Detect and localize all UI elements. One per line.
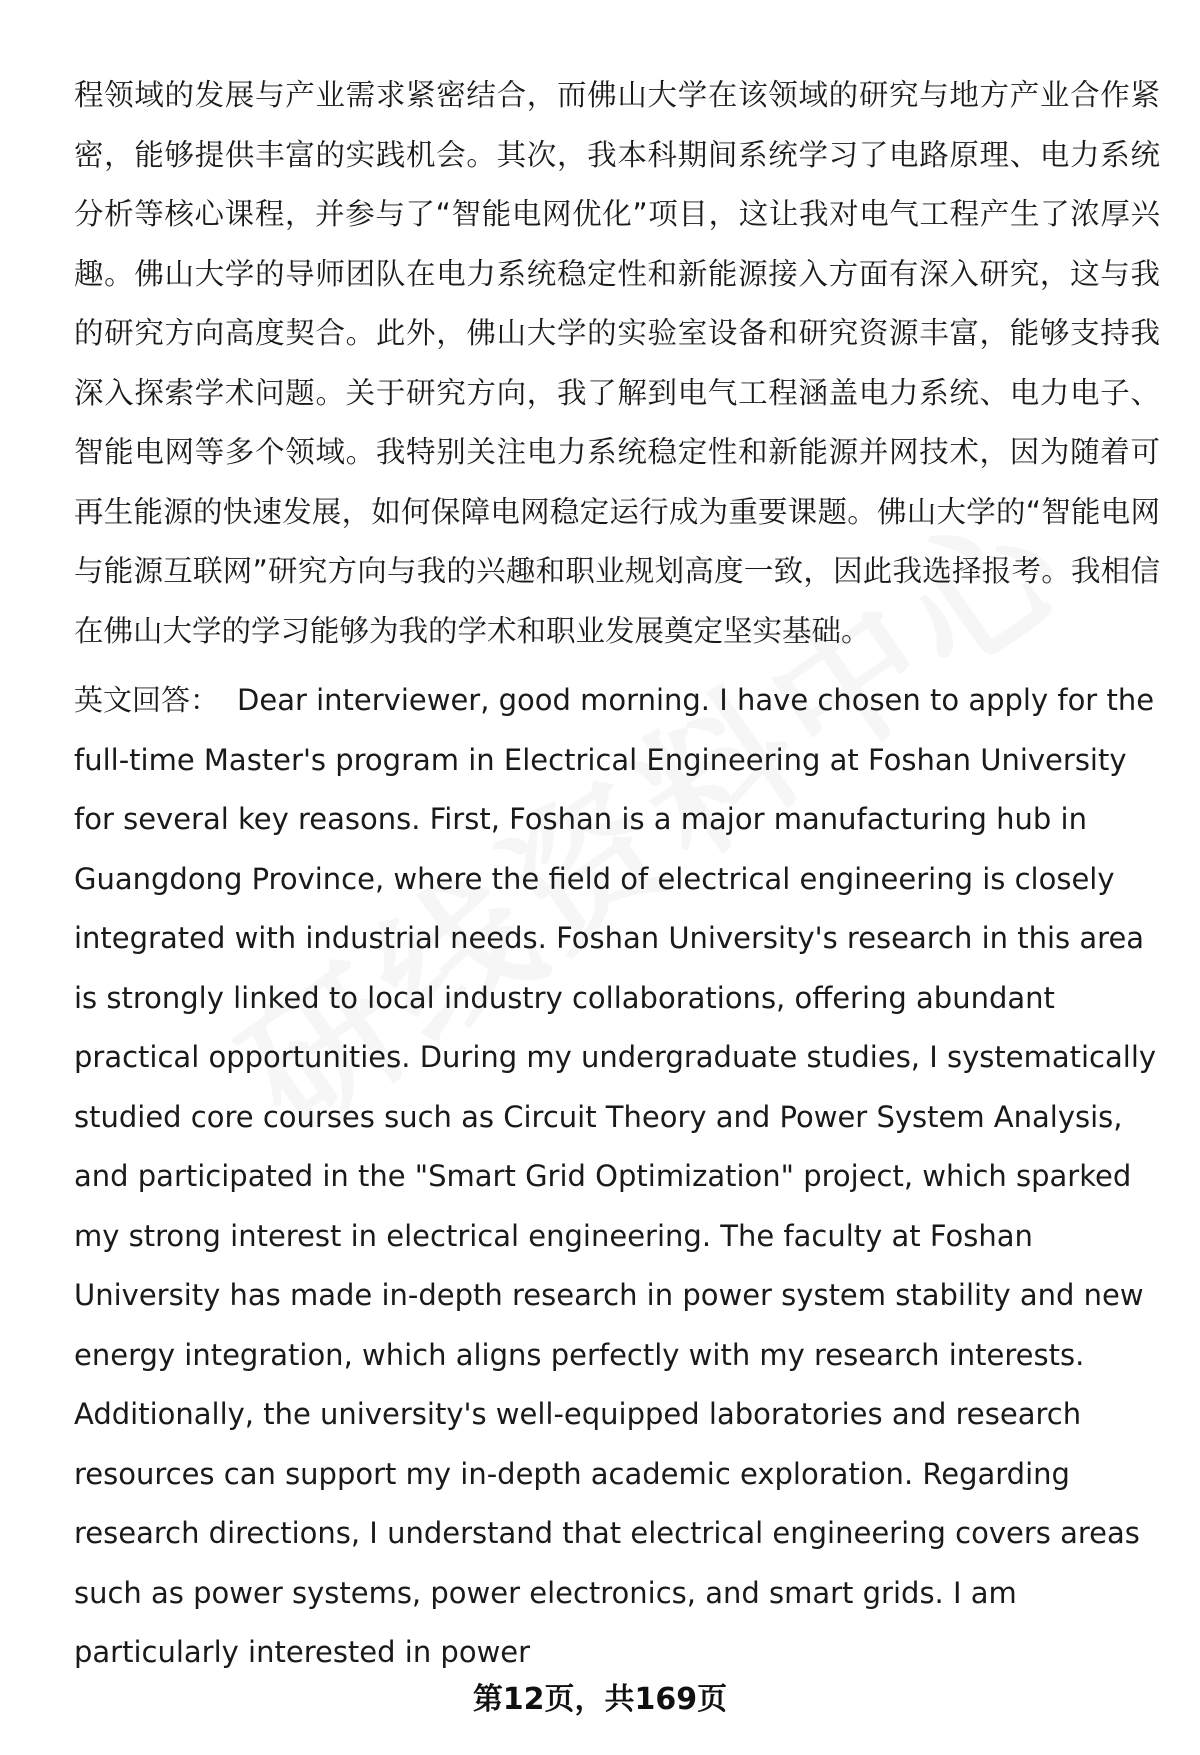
document-body bbox=[74, 66, 1160, 1683]
english-answer-paragraph bbox=[74, 671, 1160, 1683]
chinese-answer-paragraph: 程领域的发展与产业需求紧密结合，而佛山大学在该领域的研究与地方产业合作紧密，能够提供丰富的实践机会。其次，我本科期间系统学习了电路原理、电力系统分析等核心课程，并参与了“智能电网优化”项目，这让我对电气工程产生了浓厚兴趣。佛山大学的导师团队在电力系统稳定性和新能源接入方面有深入研究，这与我的研究方向高度契合。此外，佛山大学的实验室设备和研究资源丰富，能够支持我深入探索学术问题。关于研究方向，我了解到电气工程涵盖电力系统、电力电子、智能电网等多个领域。我特别关注电力系统稳定性和新能源并网技术，因为随着可再生能源的快速发展，如何保障电网稳定运行成为重要课题。佛山大学的“智能电网与能源互联网”研究方向与我的兴趣和职业规划高度一致，因此我选择报考。我相信在佛山大学的学习能够为我的学术和职业发展奠定坚实基础。 bbox=[74, 78, 1160, 648]
english-answer-label: 英文回答： bbox=[74, 683, 220, 717]
page-number-footer: 第12页，共169页 bbox=[472, 1682, 728, 1717]
english-answer-text: Dear interviewer, good morning. I have chosen to apply for the full-time Master's program in Electrical Engineering at Foshan University for several key reasons. First, Foshan is a major manufacturing hub in Guangdong Province, where the field of electrical engineering is closely integrated with industrial needs. Foshan University's research in this area is strongly linked to local industry collaborations, offering abundant practical opportunities. During my undergraduate studies, I systematically studied core courses such as Circuit Theory and Power System Analysis, and participated in the "Smart Grid Optimization" project, which sparked my strong interest in electrical engineering. The faculty at Foshan University has made in-depth research in power system stability and new energy integration, which aligns perfectly with my research interests. Additionally, the university's well-equipped laboratories and research resources can support my in-depth academic exploration. Regarding research directions, I understand that electrical engineering covers areas such as power systems, power electronics, and smart grids. I am particularly interested in power bbox=[74, 683, 1157, 1669]
